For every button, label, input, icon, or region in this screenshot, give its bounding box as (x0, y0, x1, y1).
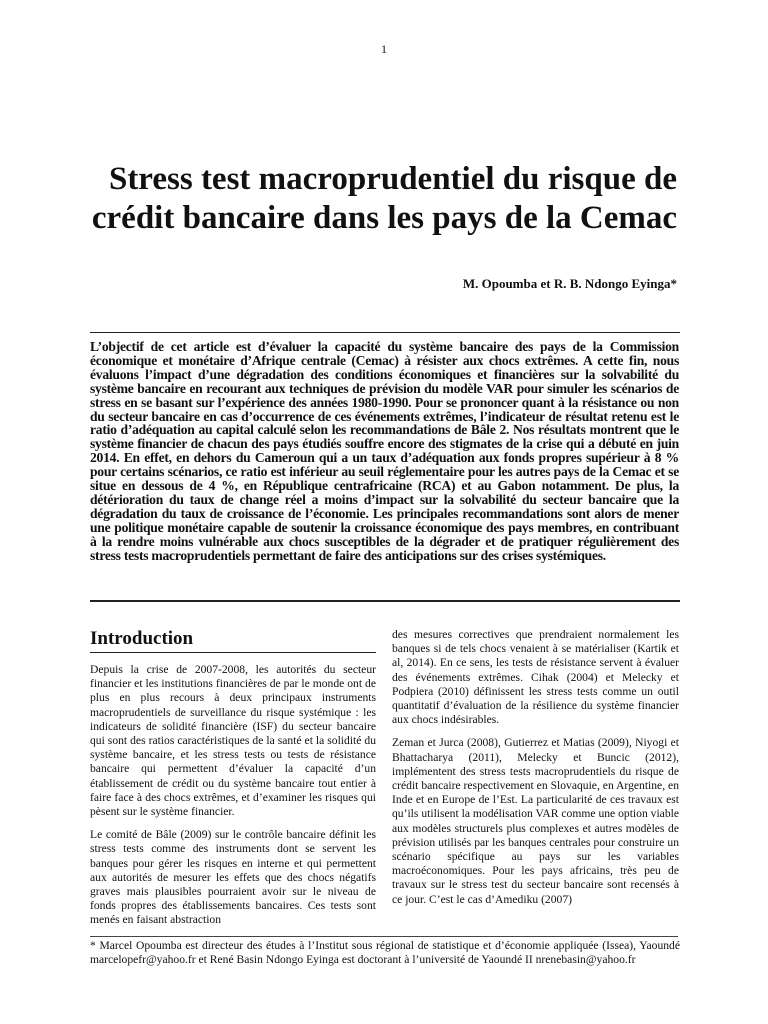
section-heading-introduction: Introduction (90, 628, 376, 653)
body-paragraph: Le comité de Bâle (2009) sur le contrôle bancaire définit les stress tests comme des instruments dont se servent les banques pour gérer les risques en interne et qui permettent aux autorités de mesurer les effets que des chocs négatifs graves mais plausibles pourraient avoir sur le niveau de fonds propres des établissements bancaires. Ces tests sont menés en faisant abstraction (90, 828, 376, 927)
body-paragraph: des mesures correctives que prendraient normalement les banques si de tels chocs venaient à se matérialiser (Kartik et al, 2014). En ce sens, les tests de résistance servent à évaluer des événements extrêmes. Cihak (2004) et Melecky et Podpiera (2010) définissent les stress tests comme un outil quantitatif d’évaluation de la résilience du système financier aux chocs indésirables. (392, 628, 679, 727)
abstract-top-rule (90, 332, 680, 333)
page-number: 1 (381, 42, 387, 56)
right-column (392, 628, 679, 907)
abstract-text: L’objectif de cet article est d’évaluer la capacité du système bancaire des pays de la Commission économique et monétaire d’Afrique centrale (Cemac) à résister aux chocs extrêmes. A cette fin, nous évaluons l’impact d’une dégradation des conditions économiques et financières sur la solvabilité du système bancaire en recourant aux techniques de prévision du modèle VAR pour simuler les scénarios de stress en se basant sur l’expérience des années 1980-1990. Pour se prononcer quant à la résistance ou non du secteur bancaire en cas d’occurrence de ces événements extrêmes, l’indicateur de résultat retenu est le ratio d’adéquation au capital calculé selon les recommandations de Bâle 2. Nos résultats montrent que le système financier de chacun des pays étudiés souffre encore des stigmates de la crise qui a débuté en juin 2014. En effet, en dehors du Cameroun qui a un taux d’adéquation aux fonds propres supérieur à 8 % pour certains scénarios, ce ratio est inférieur au seuil réglementaire pour les autres pays de la Cemac et se situe en dessous de 4 %, en République centrafricaine (RCA) et au Gabon notamment. De plus, la détérioration du taux de change réel a moins d’impact sur la solvabilité du secteur bancaire que la dégradation du taux de croissance de l’économie. Les principales recommandations sont alors de mener une politique monétaire capable de soutenir la croissance économique des pays membres, en contribuant à la rendre moins vulnérable aux chocs susceptibles de la dégrader et de pratiquer régulièrement des stress tests macroprudentiels permettant de faire des anticipations sur des crises systémiques. (90, 339, 679, 563)
body-paragraph: Depuis la crise de 2007-2008, les autorités du secteur financier et les institutions financières de par le monde ont de plus en plus recours à deux principaux instruments macroprudentiels de surveillance du risque systémique : les indicateurs de solidité financière (ISF) du secteur bancaire qui sont des ratios caractéristiques de la santé et la solidité du système bancaire, et les stress tests ou tests de résistance bancaire qui permettent d’évaluer la capacité d’un établissement de crédit ou du système bancaire tout entier à faire face à des chocs extrêmes, et d’examiner les risques qui pèsent sur le système financier. (90, 663, 376, 819)
article-title: Stress test macroprudentiel du risque de crédit bancaire dans les pays de la Cemac (91, 161, 677, 236)
abstract-bottom-rule (90, 600, 680, 602)
footnote-rule (90, 936, 678, 937)
body-paragraph: Zeman et Jurca (2008), Gutierrez et Matias (2009), Niyogi et Bhattacharya (2011), Melecky et Buncic (2012), implémentent des stress tests macroprudentiels du risque de crédit bancaire respectivement en Slovaquie, en Argentine, en Inde et en Europe de l’Est. La particularité de ces travaux est qu’ils utilisent la modélisation VAR comme une option viable aux modèles structurels plus complexes et autres modèles de prévision utilisés par les banques centrales pour construire un scénario spécifique au pays sur les variables macroéconomiques. Pour les pays africains, très peu de travaux sur le stress test du secteur bancaire sont recensés à ce jour. C’est le cas d’Amediku (2007) (392, 736, 679, 906)
article-authors: M. Opoumba et R. B. Ndongo Eyinga* (462, 276, 677, 291)
author-footnote: * Marcel Opoumba est directeur des études à l’Institut sous régional de statistique et d’économie appliquée (Issea), Yaoundé marcelopefr@yahoo.fr et René Basin Ndongo Eyinga est doctorant à l’université de Yaoundé II nrenebasin@yahoo.fr (90, 939, 680, 967)
left-column (90, 628, 376, 928)
